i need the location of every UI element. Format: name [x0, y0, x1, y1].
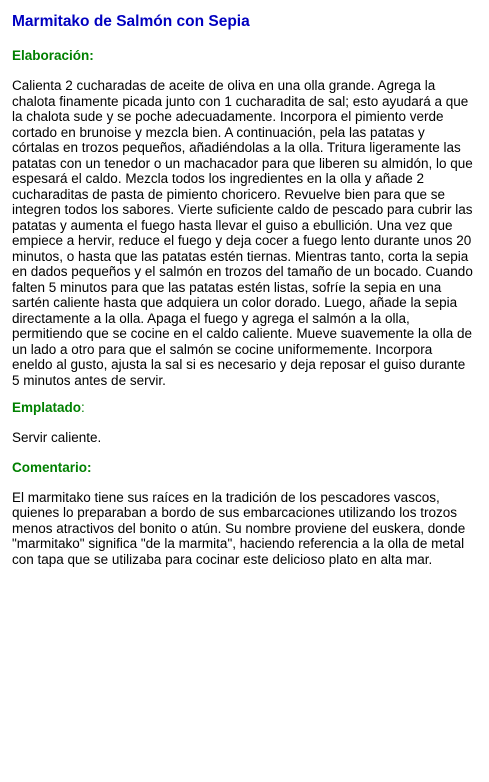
elaboracion-text: Calienta 2 cucharadas de aceite de oliva en una olla grande. Agrega la chalota finamente picada junto con 1 cucharadita de sal; esto ayudará a que la chalota sude y se poche adecuadamente. Incorpora el pimiento verde cortado en brunoise y mezcla bien. A continuación, pela las patatas y córtalas en trozos pequeños, añadiéndolas a la olla. Tritura ligeramente las patatas con un tenedor o un machacador para que liberen su almidón, lo que espesará el caldo. Mezcla todos los ingredientes en la olla y añade 2 cucharaditas de pasta de pimiento choricero. Revuelve bien para que se integren todos los sabores. Vierte suficiente caldo de pescado para cubrir las patatas y aumenta el fuego hasta llevar el guiso a ebullición. Una vez que empiece a hervir, reduce el fuego y deja cocer a fuego lento durante unos 20 minutos, o hasta que las patatas estén tiernas. Mientras tanto, corta la sepia en dados pequeños y el salmón en trozos del tamaño de un bocado. Cuando falten 5 minutos para que las patatas estén listas, sofríe la sepia en una sartén caliente hasta que adquiera un color dorado. Luego, añade la sepia directamente a la olla. Apaga el fuego y agrega el salmón a la olla, permitiendo que se cocine en el caldo caliente. Mueve suavemente la olla de un lado a otro para que el salmón se cocine uniformemente. Incorpora eneldo al gusto, ajusta la sal si es necesario y deja reposar el guiso durante 5 minutos antes de servir. — [12, 78, 473, 388]
comentario-text: El marmitako tiene sus raíces en la tradición de los pescadores vascos, quienes lo preparaban a bordo de sus embarcaciones utilizando los trozos menos atractivos del bonito o atún. Su nombre proviene del euskera, donde "marmitako" significa "de la marmita", haciendo referencia a la olla de metal con tapa que se utilizaba para cocinar este delicioso plato en alta mar. — [12, 489, 466, 567]
emplatado-heading-colon: : — [81, 400, 85, 415]
comentario-heading: Comentario: — [12, 459, 92, 475]
emplatado-text: Servir caliente. — [12, 430, 102, 445]
emplatado-heading-label: Emplatado — [12, 400, 82, 415]
recipe-title: Marmitako de Salmón con Sepia — [12, 13, 250, 30]
emplatado-heading — [12, 399, 475, 416]
elaboracion-heading: Elaboración: — [12, 48, 94, 63]
